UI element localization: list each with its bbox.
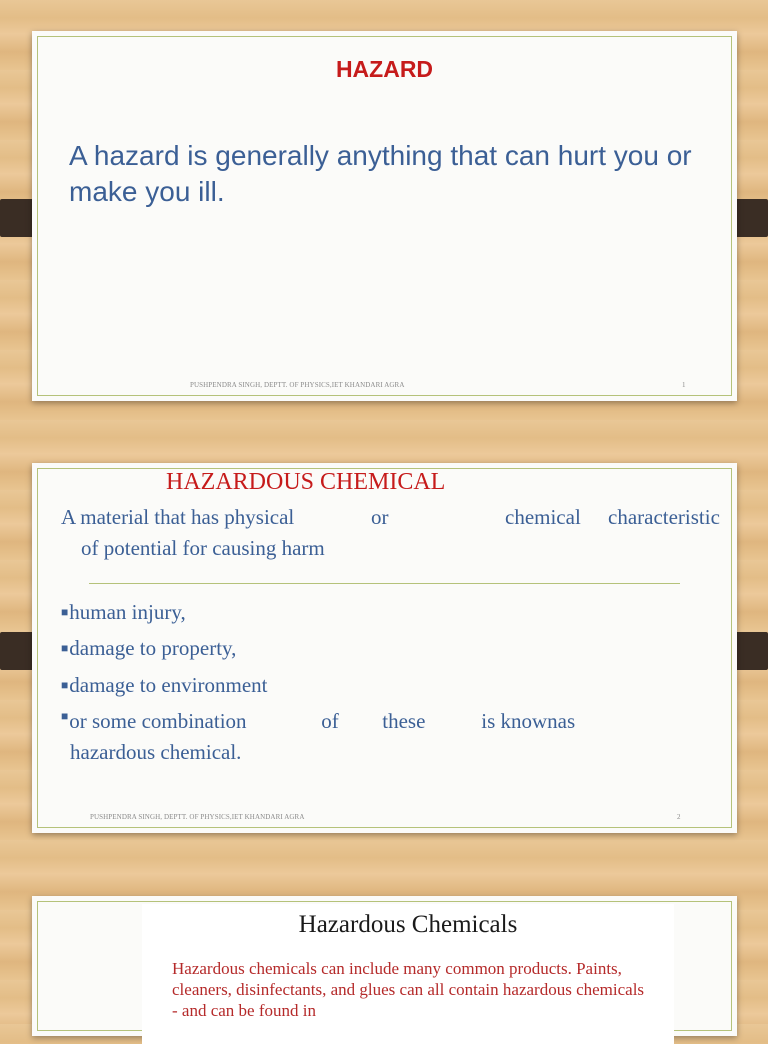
- bullet-text-is-known-as: is knownas: [481, 709, 576, 733]
- bullet-square-icon: ■: [61, 641, 69, 655]
- slide-1-page-number: 1: [682, 381, 686, 389]
- bullet-item: [61, 709, 721, 734]
- definition-line-1: [61, 505, 721, 530]
- slide-2: [32, 463, 737, 833]
- bullet-text: damage to property,: [69, 636, 237, 660]
- definition-part-d: characteristic: [608, 505, 720, 529]
- bullet-continuation: hazardous chemical.: [70, 740, 242, 764]
- slide-2-footer: PUSHPENDRA SINGH, DEPTT. OF PHYSICS,IET KHANDARI AGRA: [90, 813, 305, 821]
- bullet-text: damage to environment: [69, 673, 268, 697]
- bullet-square-icon: ■: [61, 709, 69, 723]
- bullet-item: [61, 673, 268, 698]
- bullet-text: human injury,: [69, 600, 186, 624]
- slide-2-divider: [89, 583, 680, 584]
- slide-1-title: HAZARD: [335, 56, 434, 82]
- definition-part-c: chemical: [505, 505, 581, 529]
- slide-1-footer: PUSHPENDRA SINGH, DEPTT. OF PHYSICS,IET KHANDARI AGRA: [190, 381, 405, 389]
- slide-3-text: Hazardous chemicals can include many common products. Paints, cleaners, disinfectants, and glues can all contain hazardous chemicals - and can be found in: [172, 959, 645, 1020]
- bullet-text-these: these: [382, 709, 426, 733]
- bullet-item: [61, 636, 236, 661]
- definition-line-2: of potential for causing harm: [81, 536, 325, 560]
- slide-2-page-number: 2: [677, 813, 681, 821]
- definition-part-a: A material that has physical: [61, 505, 295, 529]
- definition-part-b: or: [371, 505, 389, 529]
- slide-3: [32, 896, 737, 1036]
- bullet-item: [61, 600, 186, 625]
- slide-2-title: HAZARDOUS CHEMICAL: [166, 469, 446, 495]
- slide-3-heading: Hazardous Chemicals: [298, 911, 518, 938]
- bullet-square-icon: ■: [61, 678, 69, 692]
- bullet-square-icon: ■: [61, 605, 69, 619]
- slide-3-embedded-image: [142, 904, 674, 1044]
- slide-1-frame: [37, 36, 732, 396]
- bullet-text-of: of: [321, 709, 339, 733]
- bullet-text: or some combination: [69, 709, 247, 733]
- slide-1: [32, 31, 737, 401]
- slide-1-body: A hazard is generally anything that can hurt you or make you ill.: [69, 140, 692, 207]
